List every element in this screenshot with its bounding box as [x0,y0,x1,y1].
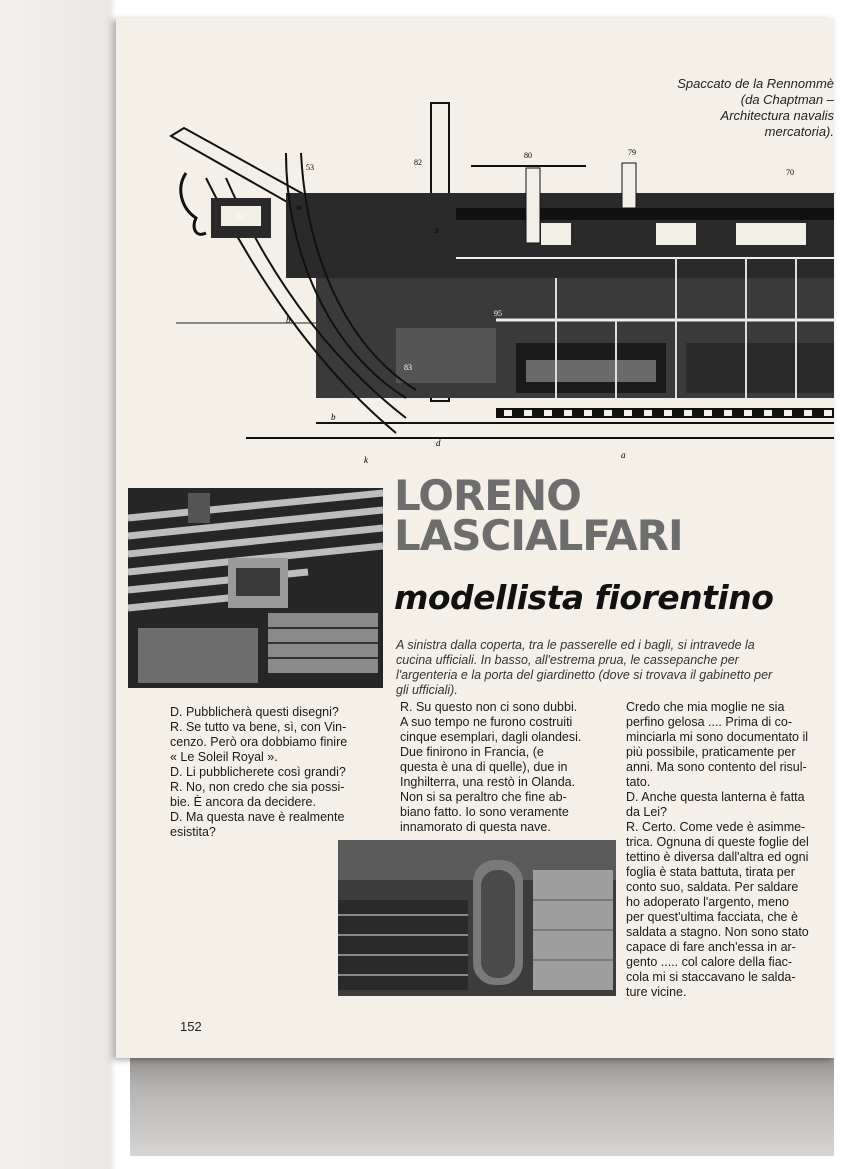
figure-caption [634,76,834,140]
text-line: cinque esemplari, dagli olandesi. [400,730,582,744]
text-line: Credo che mia moglie ne sia [626,700,785,714]
text-line: più possibile, praticamente per [626,745,796,759]
photo-caption-line: cucina ufficiali. In basso, all'estrema prua, le cassepanche per [396,653,739,667]
text-line: D. Ma questa nave è realmente [170,810,345,824]
text-line: Due finirono in Francia, (e [400,745,544,759]
drawing-label-w: w [296,202,303,212]
text-line: ho adoperato l'argento, meno [626,895,789,909]
deck-photo [128,488,383,688]
text-line: saldata a stagno. Non sono stato [626,925,809,939]
text-line: D. Li pubblicherete così grandi? [170,765,346,779]
text-line: gento ..... col calore della fiac- [626,955,793,969]
article-subtitle: modellista fiorentino [394,578,774,617]
text-line: D. Pubblicherà questi disegni? [170,705,339,719]
text-line: Inghilterra, una restò in Olanda. [400,775,576,789]
text-line: cenzo. Però ora dobbiamo finire [170,735,348,749]
figure-caption-line: Architectura navalis [720,108,834,123]
drawing-label-b2: b [331,412,336,422]
photo-caption-line: A sinistra dalla coperta, tra le passerelle ed i bagli, si intravede la [396,638,755,652]
page-number: 152 [180,1019,202,1034]
drawing-label-x: x [435,225,439,235]
text-line: perfino gelosa .... Prima di co- [626,715,793,729]
drawing-label-95: 95 [494,309,502,318]
author-name-line2: LASCIALFARI [394,511,683,560]
text-line: bie. È ancora da decidere. [170,795,316,809]
text-line: capace di fare anch'essa in ar- [626,940,796,954]
photo-caption-line: gli ufficiali). [396,683,458,697]
text-line: conto suo, saldata. Per saldare [626,880,799,894]
article-title [394,471,834,560]
drawing-label-80: 80 [524,151,532,160]
text-line: tato. [626,775,651,789]
drawing-label-b1: b [286,315,291,325]
text-line: R. Se tutto va bene, sì, con Vin- [170,720,347,734]
text-column-3 [626,700,834,1000]
magazine-page [116,18,834,1058]
figure-caption-line: mercatoria). [764,124,834,139]
text-line: cola mi si staccavano le salda- [626,970,796,984]
text-line: anni. Ma sono contento del risul- [626,760,807,774]
drawing-label-84: 84 [236,212,244,221]
text-line: R. Certo. Come vede è asimme- [626,820,806,834]
figure-caption-line: (da Chaptman – [740,92,834,107]
text-line: D. Anche questa lanterna è fatta [626,790,805,804]
text-line: trica. Ognuna di queste foglie del [626,835,809,849]
text-line: innamorato di questa nave. [400,820,551,834]
text-line: minciarla mi sono documentato il [626,730,809,744]
text-column-2 [400,700,620,835]
photo-caption [396,638,834,698]
text-line: R. No, non credo che sia possi- [170,780,345,794]
text-line: esistita? [170,825,216,839]
drawing-label-k: k [364,455,368,465]
stern-door-photo [338,840,616,996]
text-line: Non si sa peraltro che fine ab- [400,790,567,804]
text-line: « Le Soleil Royal ». [170,750,278,764]
drawing-label-82: 82 [414,158,422,167]
drawing-label-d: d [436,438,441,448]
drawing-label-53: 53 [306,163,314,172]
drawing-label-70: 70 [786,168,794,177]
photo-caption-line: l'argenteria e la porta del giardinetto (dove si trovava il gabinetto per [396,668,773,682]
text-line: per quest'ultima facciata, che è [626,910,798,924]
text-column-1 [170,705,390,840]
scan-bottom-shadow [130,1050,834,1156]
drawing-label-83: 83 [404,363,412,372]
text-line: da Lei? [626,805,668,819]
text-line: questa è una di quelle), due in [400,760,568,774]
figure-caption-line: Spaccato de la Rennommè [677,76,834,91]
author-name-line1: LORENO [394,471,581,520]
text-line: A suo tempo ne furono costruiti [400,715,573,729]
text-line: biano fatto. Io sono veramente [400,805,569,819]
text-line: foglia è stata battuta, tirata per [626,865,795,879]
ship-section-drawing [166,98,834,478]
drawing-label-a: a [621,450,626,460]
text-line: R. Su questo non ci sono dubbi. [400,700,578,714]
text-line: tettino è diversa dall'altra ed ogni [626,850,809,864]
text-line: ture vicine. [626,985,687,999]
drawing-label-79: 79 [628,148,636,157]
